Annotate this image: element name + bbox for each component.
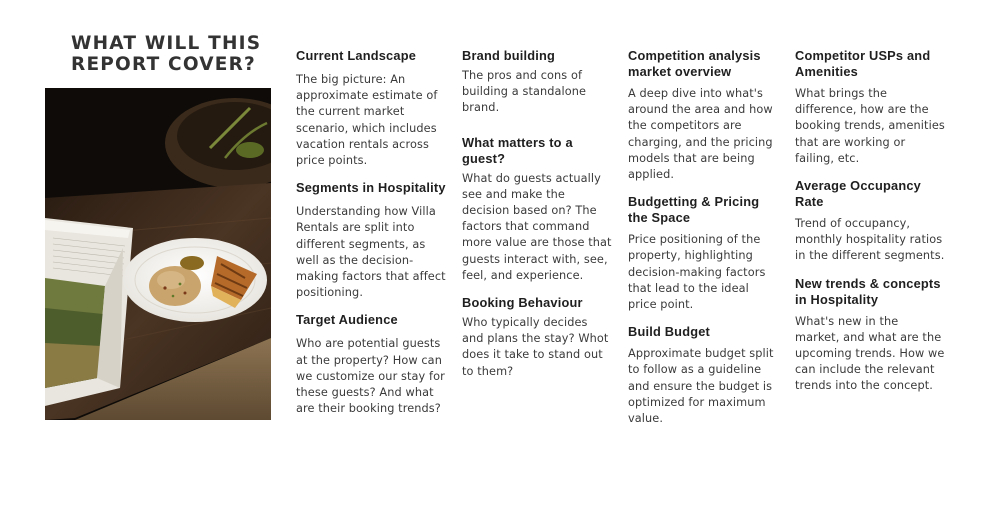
section-heading: Competition analysis market overview xyxy=(628,48,761,79)
column-4 xyxy=(795,48,945,395)
section-competition-analysis xyxy=(628,48,780,183)
section-brand-building xyxy=(462,48,612,117)
section-heading: Booking Behaviour xyxy=(462,295,583,311)
section-body: Understanding how Villa Rentals are split into different segments, as well as the decision-making factors that affect positioning. xyxy=(296,205,446,300)
section-body: Who typically decides and plans the stay? Whot does it take to stand out to them? xyxy=(462,316,609,378)
section-heading: New trends & concepts in Hospitality xyxy=(795,275,941,307)
column-3 xyxy=(628,48,780,427)
food-photo xyxy=(45,88,271,420)
section-body: Who are potential guests at the property? How can we customize our stay for these guests? And what are their booking trends? xyxy=(296,337,445,416)
section-build-budget xyxy=(628,324,780,427)
section-heading: Brand building xyxy=(462,48,556,63)
section-body: A deep dive into what's around the area and how the competitors are charging, and the pricing models that are being applied. xyxy=(628,87,773,182)
section-heading: Budgetting & Pricing the Space xyxy=(628,194,760,226)
section-segments xyxy=(296,180,448,301)
section-heading: What matters to a guest? xyxy=(462,134,573,166)
section-heading: Average Occupancy Rate xyxy=(795,178,921,210)
page-title: WHAT WILL THIS REPORT COVER? xyxy=(71,33,262,75)
section-guest-matters xyxy=(462,135,612,284)
section-body: Price positioning of the property, highlighting decision-making factors that lead to the ideal price point. xyxy=(628,233,766,312)
section-body: What's new in the market, and what are the upcoming trends. How we can include the relevant trends into the concept. xyxy=(795,314,945,393)
section-budgetting-pricing xyxy=(628,194,780,313)
column-2 xyxy=(462,48,612,380)
column-1 xyxy=(296,48,448,417)
section-body: What brings the difference, how are the booking trends, amenities that are working or failing, etc. xyxy=(795,87,945,165)
section-body: The pros and cons of building a standalone brand. xyxy=(462,69,587,115)
section-competitor-usps xyxy=(795,48,945,167)
section-heading: Target Audience xyxy=(296,312,398,328)
section-body: What do guests actually see and make the decision based on? The factors that command more value are those that guests interact with, see, feel, and experience. xyxy=(462,171,612,282)
section-heading: Build Budget xyxy=(628,324,711,340)
section-new-trends xyxy=(795,276,945,395)
section-heading: Segments in Hospitality xyxy=(296,180,446,196)
section-current-landscape xyxy=(296,48,448,169)
section-body: Approximate budget split to follow as a guideline and ensure the budget is optimized for maximum value. xyxy=(628,347,774,426)
section-heading: Competitor USPs and Amenities xyxy=(795,48,931,79)
section-body: Trend of occupancy, monthly hospitality ratios in the different segments. xyxy=(795,217,945,263)
section-booking-behaviour xyxy=(462,295,612,380)
section-average-occupancy xyxy=(795,178,945,265)
section-body: The big picture: An approximate estimate of the current market scenario, which includes vacation rentals across price points. xyxy=(296,73,438,168)
section-heading: Current Landscape xyxy=(296,48,417,63)
section-target-audience xyxy=(296,312,448,417)
